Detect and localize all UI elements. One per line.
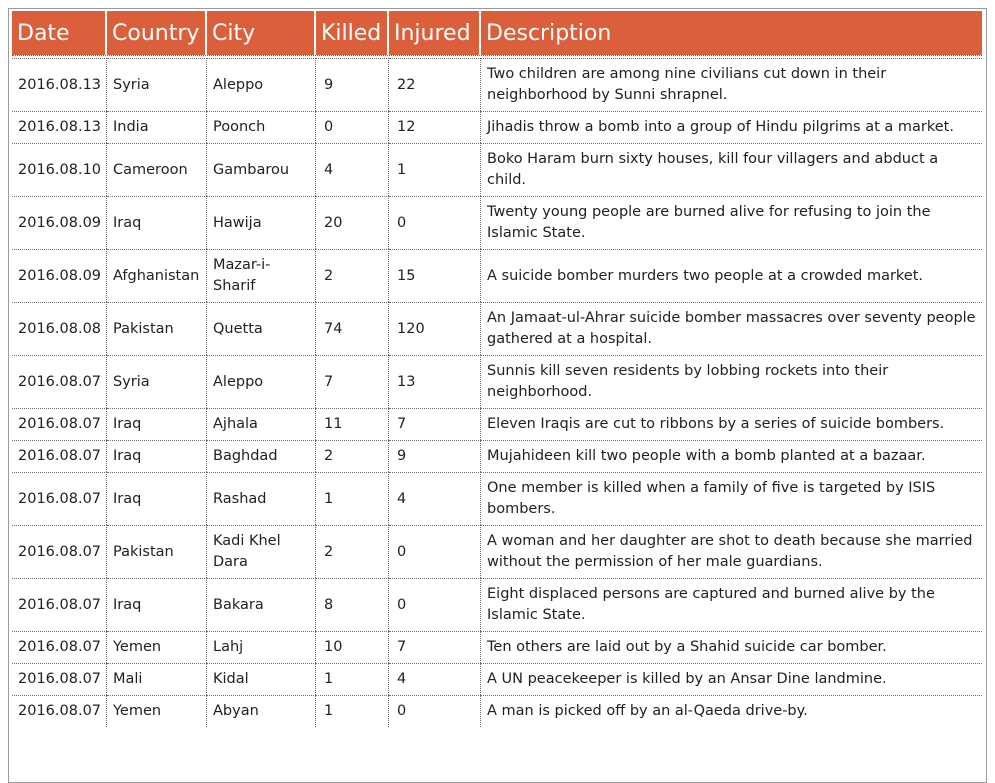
cell-killed: 0	[316, 111, 389, 143]
cell-date: 2016.08.08	[12, 302, 107, 355]
cell-description: One member is killed when a family of five is targeted by ISIS bombers.	[481, 472, 982, 525]
cell-description: Boko Haram burn sixty houses, kill four villagers and abduct a child.	[481, 143, 982, 196]
table-row	[12, 578, 982, 631]
cell-city: Lahj	[207, 631, 316, 663]
table-row	[12, 355, 982, 408]
cell-country: Syria	[107, 355, 207, 408]
cell-country: Afghanistan	[107, 249, 207, 302]
cell-country: Mali	[107, 663, 207, 695]
cell-description: Mujahideen kill two people with a bomb planted at a bazaar.	[481, 440, 982, 472]
cell-country: Yemen	[107, 631, 207, 663]
cell-country: Yemen	[107, 695, 207, 727]
cell-killed: 4	[316, 143, 389, 196]
cell-killed: 7	[316, 355, 389, 408]
cell-injured: 120	[389, 302, 481, 355]
cell-injured: 9	[389, 440, 481, 472]
cell-injured: 12	[389, 111, 481, 143]
cell-killed: 10	[316, 631, 389, 663]
table-row	[12, 58, 982, 111]
table-row	[12, 440, 982, 472]
cell-killed: 11	[316, 408, 389, 440]
cell-injured: 22	[389, 58, 481, 111]
cell-injured: 0	[389, 196, 481, 249]
cell-date: 2016.08.09	[12, 196, 107, 249]
header-injured: Injured	[389, 11, 481, 55]
header-row	[12, 11, 982, 55]
cell-injured: 0	[389, 525, 481, 578]
cell-description: A suicide bomber murders two people at a crowded market.	[481, 249, 982, 302]
cell-description: An Jamaat-ul-Ahrar suicide bomber massacres over seventy people gathered at a hospital.	[481, 302, 982, 355]
cell-description: A woman and her daughter are shot to death because she married without the permission of her male guardians.	[481, 525, 982, 578]
cell-injured: 0	[389, 695, 481, 727]
cell-killed: 1	[316, 472, 389, 525]
cell-city: Aleppo	[207, 58, 316, 111]
cell-date: 2016.08.07	[12, 408, 107, 440]
cell-injured: 0	[389, 578, 481, 631]
cell-city: Poonch	[207, 111, 316, 143]
cell-city: Aleppo	[207, 355, 316, 408]
cell-city: Rashad	[207, 472, 316, 525]
table-row	[12, 695, 982, 727]
cell-city: Mazar-i-Sharif	[207, 249, 316, 302]
cell-date: 2016.08.07	[12, 631, 107, 663]
cell-killed: 20	[316, 196, 389, 249]
cell-date: 2016.08.13	[12, 58, 107, 111]
cell-killed: 9	[316, 58, 389, 111]
cell-injured: 7	[389, 408, 481, 440]
cell-date: 2016.08.07	[12, 472, 107, 525]
cell-country: Iraq	[107, 196, 207, 249]
cell-city: Kidal	[207, 663, 316, 695]
cell-killed: 2	[316, 525, 389, 578]
table-row	[12, 143, 982, 196]
cell-city: Baghdad	[207, 440, 316, 472]
cell-date: 2016.08.07	[12, 525, 107, 578]
table-row	[12, 408, 982, 440]
cell-date: 2016.08.10	[12, 143, 107, 196]
table-row	[12, 663, 982, 695]
cell-date: 2016.08.07	[12, 440, 107, 472]
cell-country: Pakistan	[107, 302, 207, 355]
header-country: Country	[107, 11, 207, 55]
cell-killed: 74	[316, 302, 389, 355]
cell-country: Cameroon	[107, 143, 207, 196]
table-row	[12, 111, 982, 143]
cell-description: Eleven Iraqis are cut to ribbons by a series of suicide bombers.	[481, 408, 982, 440]
cell-city: Ajhala	[207, 408, 316, 440]
table-row	[12, 631, 982, 663]
cell-killed: 1	[316, 663, 389, 695]
cell-city: Quetta	[207, 302, 316, 355]
cell-city: Hawija	[207, 196, 316, 249]
cell-injured: 1	[389, 143, 481, 196]
cell-killed: 8	[316, 578, 389, 631]
cell-country: India	[107, 111, 207, 143]
cell-date: 2016.08.13	[12, 111, 107, 143]
cell-date: 2016.08.09	[12, 249, 107, 302]
cell-killed: 1	[316, 695, 389, 727]
cell-injured: 4	[389, 663, 481, 695]
cell-injured: 13	[389, 355, 481, 408]
cell-description: Eight displaced persons are captured and burned alive by the Islamic State.	[481, 578, 982, 631]
table-row	[12, 525, 982, 578]
header-city: City	[207, 11, 316, 55]
cell-injured: 7	[389, 631, 481, 663]
cell-city: Bakara	[207, 578, 316, 631]
cell-date: 2016.08.07	[12, 663, 107, 695]
cell-city: Kadi Khel Dara	[207, 525, 316, 578]
cell-country: Iraq	[107, 408, 207, 440]
cell-description: Twenty young people are burned alive for refusing to join the Islamic State.	[481, 196, 982, 249]
cell-injured: 4	[389, 472, 481, 525]
cell-country: Iraq	[107, 472, 207, 525]
header-description: Description	[481, 11, 982, 55]
cell-description: A man is picked off by an al-Qaeda drive-by.	[481, 695, 982, 727]
table-row	[12, 302, 982, 355]
cell-description: Two children are among nine civilians cut down in their neighborhood by Sunni shrapnel.	[481, 58, 982, 111]
cell-injured: 15	[389, 249, 481, 302]
cell-date: 2016.08.07	[12, 355, 107, 408]
table-body	[12, 55, 982, 727]
header-killed: Killed	[316, 11, 389, 55]
cell-country: Syria	[107, 58, 207, 111]
cell-description: Jihadis throw a bomb into a group of Hindu pilgrims at a market.	[481, 111, 982, 143]
cell-country: Iraq	[107, 440, 207, 472]
cell-city: Gambarou	[207, 143, 316, 196]
cell-country: Pakistan	[107, 525, 207, 578]
table-row	[12, 196, 982, 249]
cell-killed: 2	[316, 440, 389, 472]
table-row	[12, 249, 982, 302]
cell-city: Abyan	[207, 695, 316, 727]
cell-description: A UN peacekeeper is killed by an Ansar Dine landmine.	[481, 663, 982, 695]
attacks-table	[12, 11, 982, 727]
cell-date: 2016.08.07	[12, 578, 107, 631]
cell-description: Sunnis kill seven residents by lobbing rockets into their neighborhood.	[481, 355, 982, 408]
header-date: Date	[12, 11, 107, 55]
cell-date: 2016.08.07	[12, 695, 107, 727]
cell-country: Iraq	[107, 578, 207, 631]
cell-description: Ten others are laid out by a Shahid suicide car bomber.	[481, 631, 982, 663]
cell-killed: 2	[316, 249, 389, 302]
table-row	[12, 472, 982, 525]
table-header	[12, 11, 982, 55]
